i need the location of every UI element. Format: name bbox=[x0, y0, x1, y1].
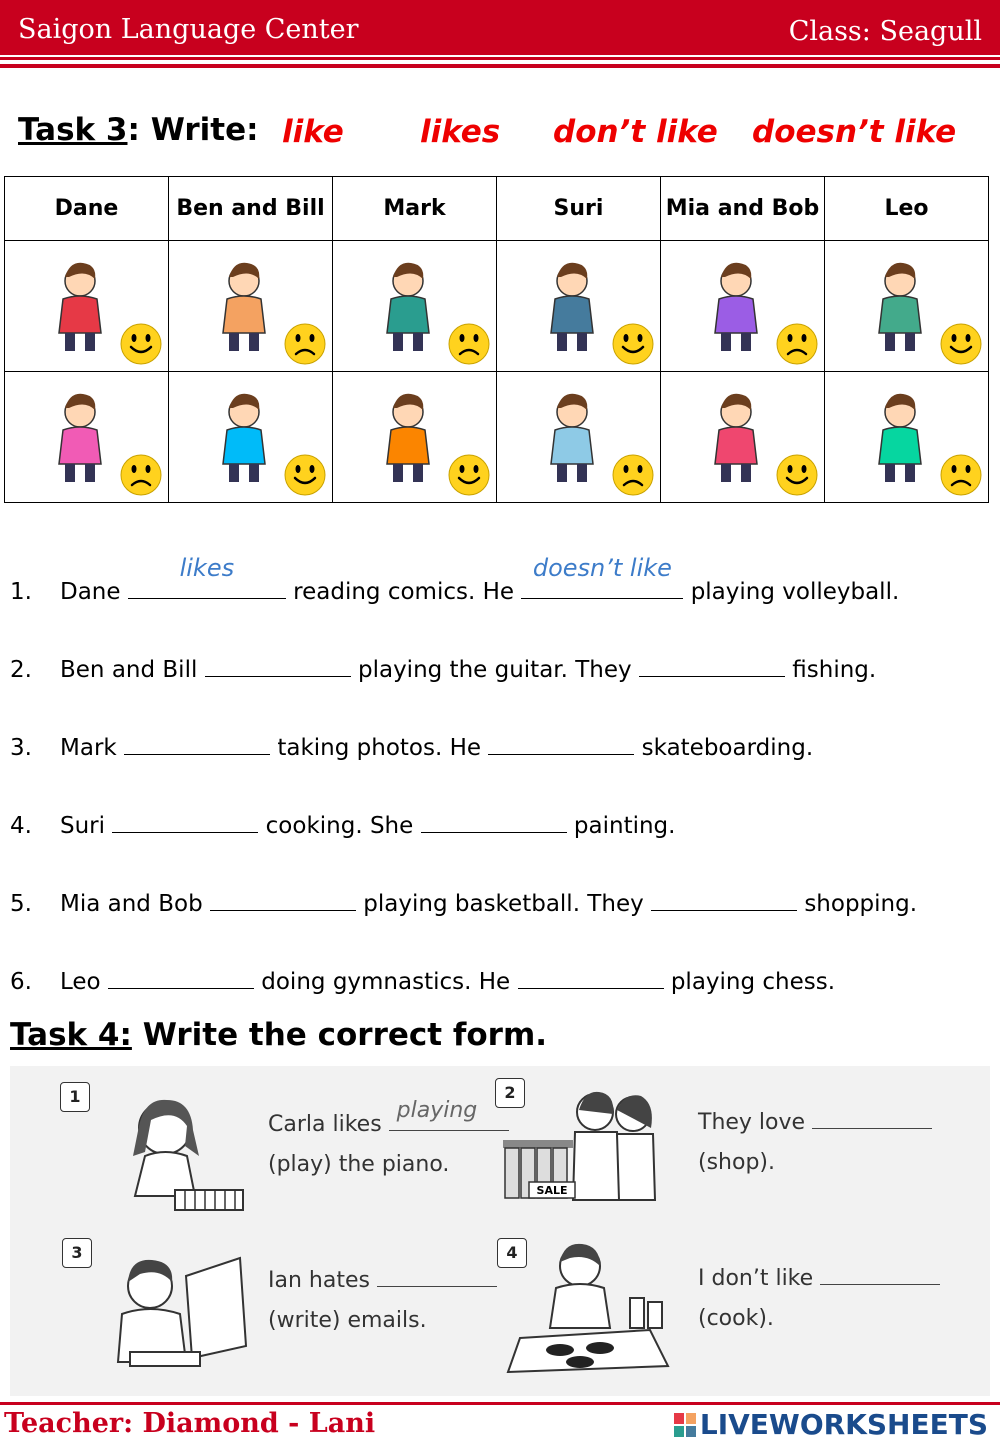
taking-photos-illustration bbox=[353, 255, 463, 355]
item-1-prompt: Carla likes bbox=[268, 1112, 382, 1137]
answer-blank-1[interactable] bbox=[112, 810, 258, 833]
fishing-illustration bbox=[189, 386, 299, 486]
sentence-end: fishing. bbox=[792, 657, 877, 683]
shopping-illustration bbox=[681, 386, 791, 486]
activity-cell bbox=[497, 372, 661, 503]
item-1-answer: playing bbox=[396, 1098, 478, 1123]
header-rule-2 bbox=[0, 64, 1000, 68]
answer-blank-1[interactable] bbox=[205, 654, 351, 677]
playing-chess-illustration bbox=[845, 386, 955, 486]
answer-blank-2[interactable] bbox=[518, 966, 664, 989]
activity-cell bbox=[825, 372, 989, 503]
name-dane: Dane bbox=[5, 177, 169, 241]
sentence-number: 3. bbox=[10, 735, 32, 761]
item-3-blank[interactable] bbox=[377, 1266, 497, 1287]
task4-label: Task 4: bbox=[10, 1017, 132, 1053]
item-4-line2: (cook). bbox=[698, 1306, 774, 1331]
sentence-end: playing volleyball. bbox=[690, 579, 900, 605]
name-ben-and-bill: Ben and Bill bbox=[169, 177, 333, 241]
item-2-line1 bbox=[698, 1108, 932, 1135]
item-3-prompt: Ian hates bbox=[268, 1268, 370, 1293]
activity-cell bbox=[497, 241, 661, 372]
sentence-number: 4. bbox=[10, 813, 32, 839]
sentence-subject: Leo bbox=[60, 969, 101, 995]
activity-cell bbox=[661, 372, 825, 503]
happy-face-icon bbox=[284, 454, 326, 496]
happy-face-icon bbox=[776, 454, 818, 496]
answer-blank-2[interactable] bbox=[521, 554, 683, 599]
sentence-subject: Mark bbox=[60, 735, 117, 761]
sentence-2 bbox=[10, 654, 876, 683]
class-name: Class: Seagull bbox=[788, 16, 982, 47]
page-header bbox=[0, 0, 1000, 55]
activity-cell bbox=[169, 372, 333, 503]
boy-computer-illustration bbox=[100, 1246, 260, 1376]
item-4-blank[interactable] bbox=[820, 1264, 940, 1285]
happy-face-icon bbox=[448, 454, 490, 496]
activity-cell bbox=[825, 241, 989, 372]
sentence-end: painting. bbox=[573, 813, 676, 839]
name-mark: Mark bbox=[333, 177, 497, 241]
sentence-number: 1. bbox=[10, 579, 32, 605]
sad-face-icon bbox=[612, 454, 654, 496]
sad-face-icon bbox=[448, 323, 490, 365]
name-suri: Suri bbox=[497, 177, 661, 241]
name-leo: Leo bbox=[825, 177, 989, 241]
answer-2: doesn’t like bbox=[532, 554, 672, 582]
sentence-middle: playing basketball. They bbox=[363, 891, 644, 917]
liveworksheets-icon bbox=[674, 1413, 696, 1437]
item-1-line2: (play) the piano. bbox=[268, 1152, 450, 1177]
task3-label: Task 3 bbox=[18, 112, 128, 148]
item-number-1: 1 bbox=[60, 1082, 90, 1112]
item-2-blank[interactable] bbox=[812, 1108, 932, 1129]
sentence-subject: Dane bbox=[60, 579, 121, 605]
sentence-5 bbox=[10, 888, 917, 917]
shopping-illustration bbox=[495, 1080, 675, 1210]
sad-face-icon bbox=[284, 323, 326, 365]
answer-blank-1[interactable] bbox=[108, 966, 254, 989]
school-name: Saigon Language Center bbox=[18, 14, 359, 45]
girl-cooking-illustration bbox=[500, 1238, 680, 1378]
answer-blank-2[interactable] bbox=[421, 810, 567, 833]
item-number-4: 4 bbox=[497, 1238, 527, 1268]
sad-face-icon bbox=[120, 454, 162, 496]
sentence-middle: doing gymnastics. He bbox=[261, 969, 511, 995]
item-1-blank[interactable] bbox=[389, 1098, 509, 1131]
sentence-end: shopping. bbox=[804, 891, 918, 917]
teacher-credit: Teacher: Diamond - Lani bbox=[4, 1408, 376, 1439]
activities-table bbox=[4, 176, 989, 503]
brand-name: LIVEWORKSHEETS bbox=[699, 1408, 988, 1441]
sentence-middle: reading comics. He bbox=[293, 579, 515, 605]
reading-comics-illustration bbox=[25, 255, 135, 355]
sentence-3 bbox=[10, 732, 813, 761]
sentence-middle: playing the guitar. They bbox=[357, 657, 632, 683]
item-3-line1 bbox=[268, 1266, 497, 1293]
item-number-3: 3 bbox=[62, 1238, 92, 1268]
painting-illustration bbox=[517, 386, 627, 486]
item-1-line1 bbox=[268, 1098, 509, 1137]
option-doesnt-like: doesn’t like bbox=[752, 114, 957, 150]
sentence-middle: taking photos. He bbox=[277, 735, 482, 761]
sentence-number: 2. bbox=[10, 657, 32, 683]
item-4-line1 bbox=[698, 1264, 940, 1291]
sentence-subject: Suri bbox=[60, 813, 106, 839]
sentence-4 bbox=[10, 810, 675, 839]
name-mia-and-bob: Mia and Bob bbox=[661, 177, 825, 241]
answer-blank-2[interactable] bbox=[488, 732, 634, 755]
activity-cell bbox=[5, 241, 169, 372]
answer-1: likes bbox=[179, 554, 235, 582]
task4-instruction: Write the correct form. bbox=[131, 1017, 548, 1053]
playing-volleyball-illustration bbox=[25, 386, 135, 486]
playing-the-guitar-illustration bbox=[189, 255, 299, 355]
item-2-line2: (shop). bbox=[698, 1150, 775, 1175]
header-rule bbox=[0, 57, 1000, 60]
activity-cell bbox=[169, 241, 333, 372]
answer-blank-1[interactable] bbox=[210, 888, 356, 911]
item-4-prompt: I don’t like bbox=[698, 1266, 814, 1291]
sad-face-icon bbox=[776, 323, 818, 365]
sale-sign: SALE bbox=[536, 1184, 568, 1197]
option-like: like bbox=[282, 114, 344, 150]
sentence-end: skateboarding. bbox=[641, 735, 814, 761]
task4-title bbox=[10, 1017, 547, 1053]
task3-title bbox=[18, 112, 259, 148]
playing-basketball-illustration bbox=[681, 255, 791, 355]
happy-face-icon bbox=[120, 323, 162, 365]
cooking-illustration bbox=[517, 255, 627, 355]
activity-cell bbox=[333, 241, 497, 372]
option-dont-like: don’t like bbox=[553, 114, 718, 150]
liveworksheets-logo bbox=[674, 1408, 988, 1441]
sentence-6 bbox=[10, 966, 835, 995]
answer-blank-2[interactable] bbox=[651, 888, 797, 911]
answer-blank-1[interactable] bbox=[128, 554, 286, 599]
footer-rule bbox=[0, 1402, 1000, 1405]
item-number-2: 2 bbox=[495, 1078, 525, 1108]
item-3-line2: (write) emails. bbox=[268, 1308, 427, 1333]
sentence-number: 6. bbox=[10, 969, 32, 995]
activity-cell bbox=[333, 372, 497, 503]
skateboarding-illustration bbox=[353, 386, 463, 486]
sentence-subject: Mia and Bob bbox=[60, 891, 203, 917]
answer-blank-1[interactable] bbox=[124, 732, 270, 755]
sad-face-icon bbox=[940, 454, 982, 496]
girl-piano-illustration bbox=[105, 1086, 245, 1216]
doing-gymnastics-illustration bbox=[845, 255, 955, 355]
sentence-subject: Ben and Bill bbox=[60, 657, 198, 683]
activity-cell bbox=[5, 372, 169, 503]
sentence-1 bbox=[10, 554, 900, 605]
activity-cell bbox=[661, 241, 825, 372]
option-likes: likes bbox=[420, 114, 501, 150]
answer-blank-2[interactable] bbox=[639, 654, 785, 677]
sentence-end: playing chess. bbox=[670, 969, 836, 995]
sentence-number: 5. bbox=[10, 891, 32, 917]
happy-face-icon bbox=[940, 323, 982, 365]
happy-face-icon bbox=[612, 323, 654, 365]
sentence-middle: cooking. She bbox=[265, 813, 414, 839]
task4-exercise bbox=[10, 1066, 990, 1396]
task3-instruction: : Write: bbox=[127, 112, 259, 148]
item-2-prompt: They love bbox=[698, 1110, 806, 1135]
